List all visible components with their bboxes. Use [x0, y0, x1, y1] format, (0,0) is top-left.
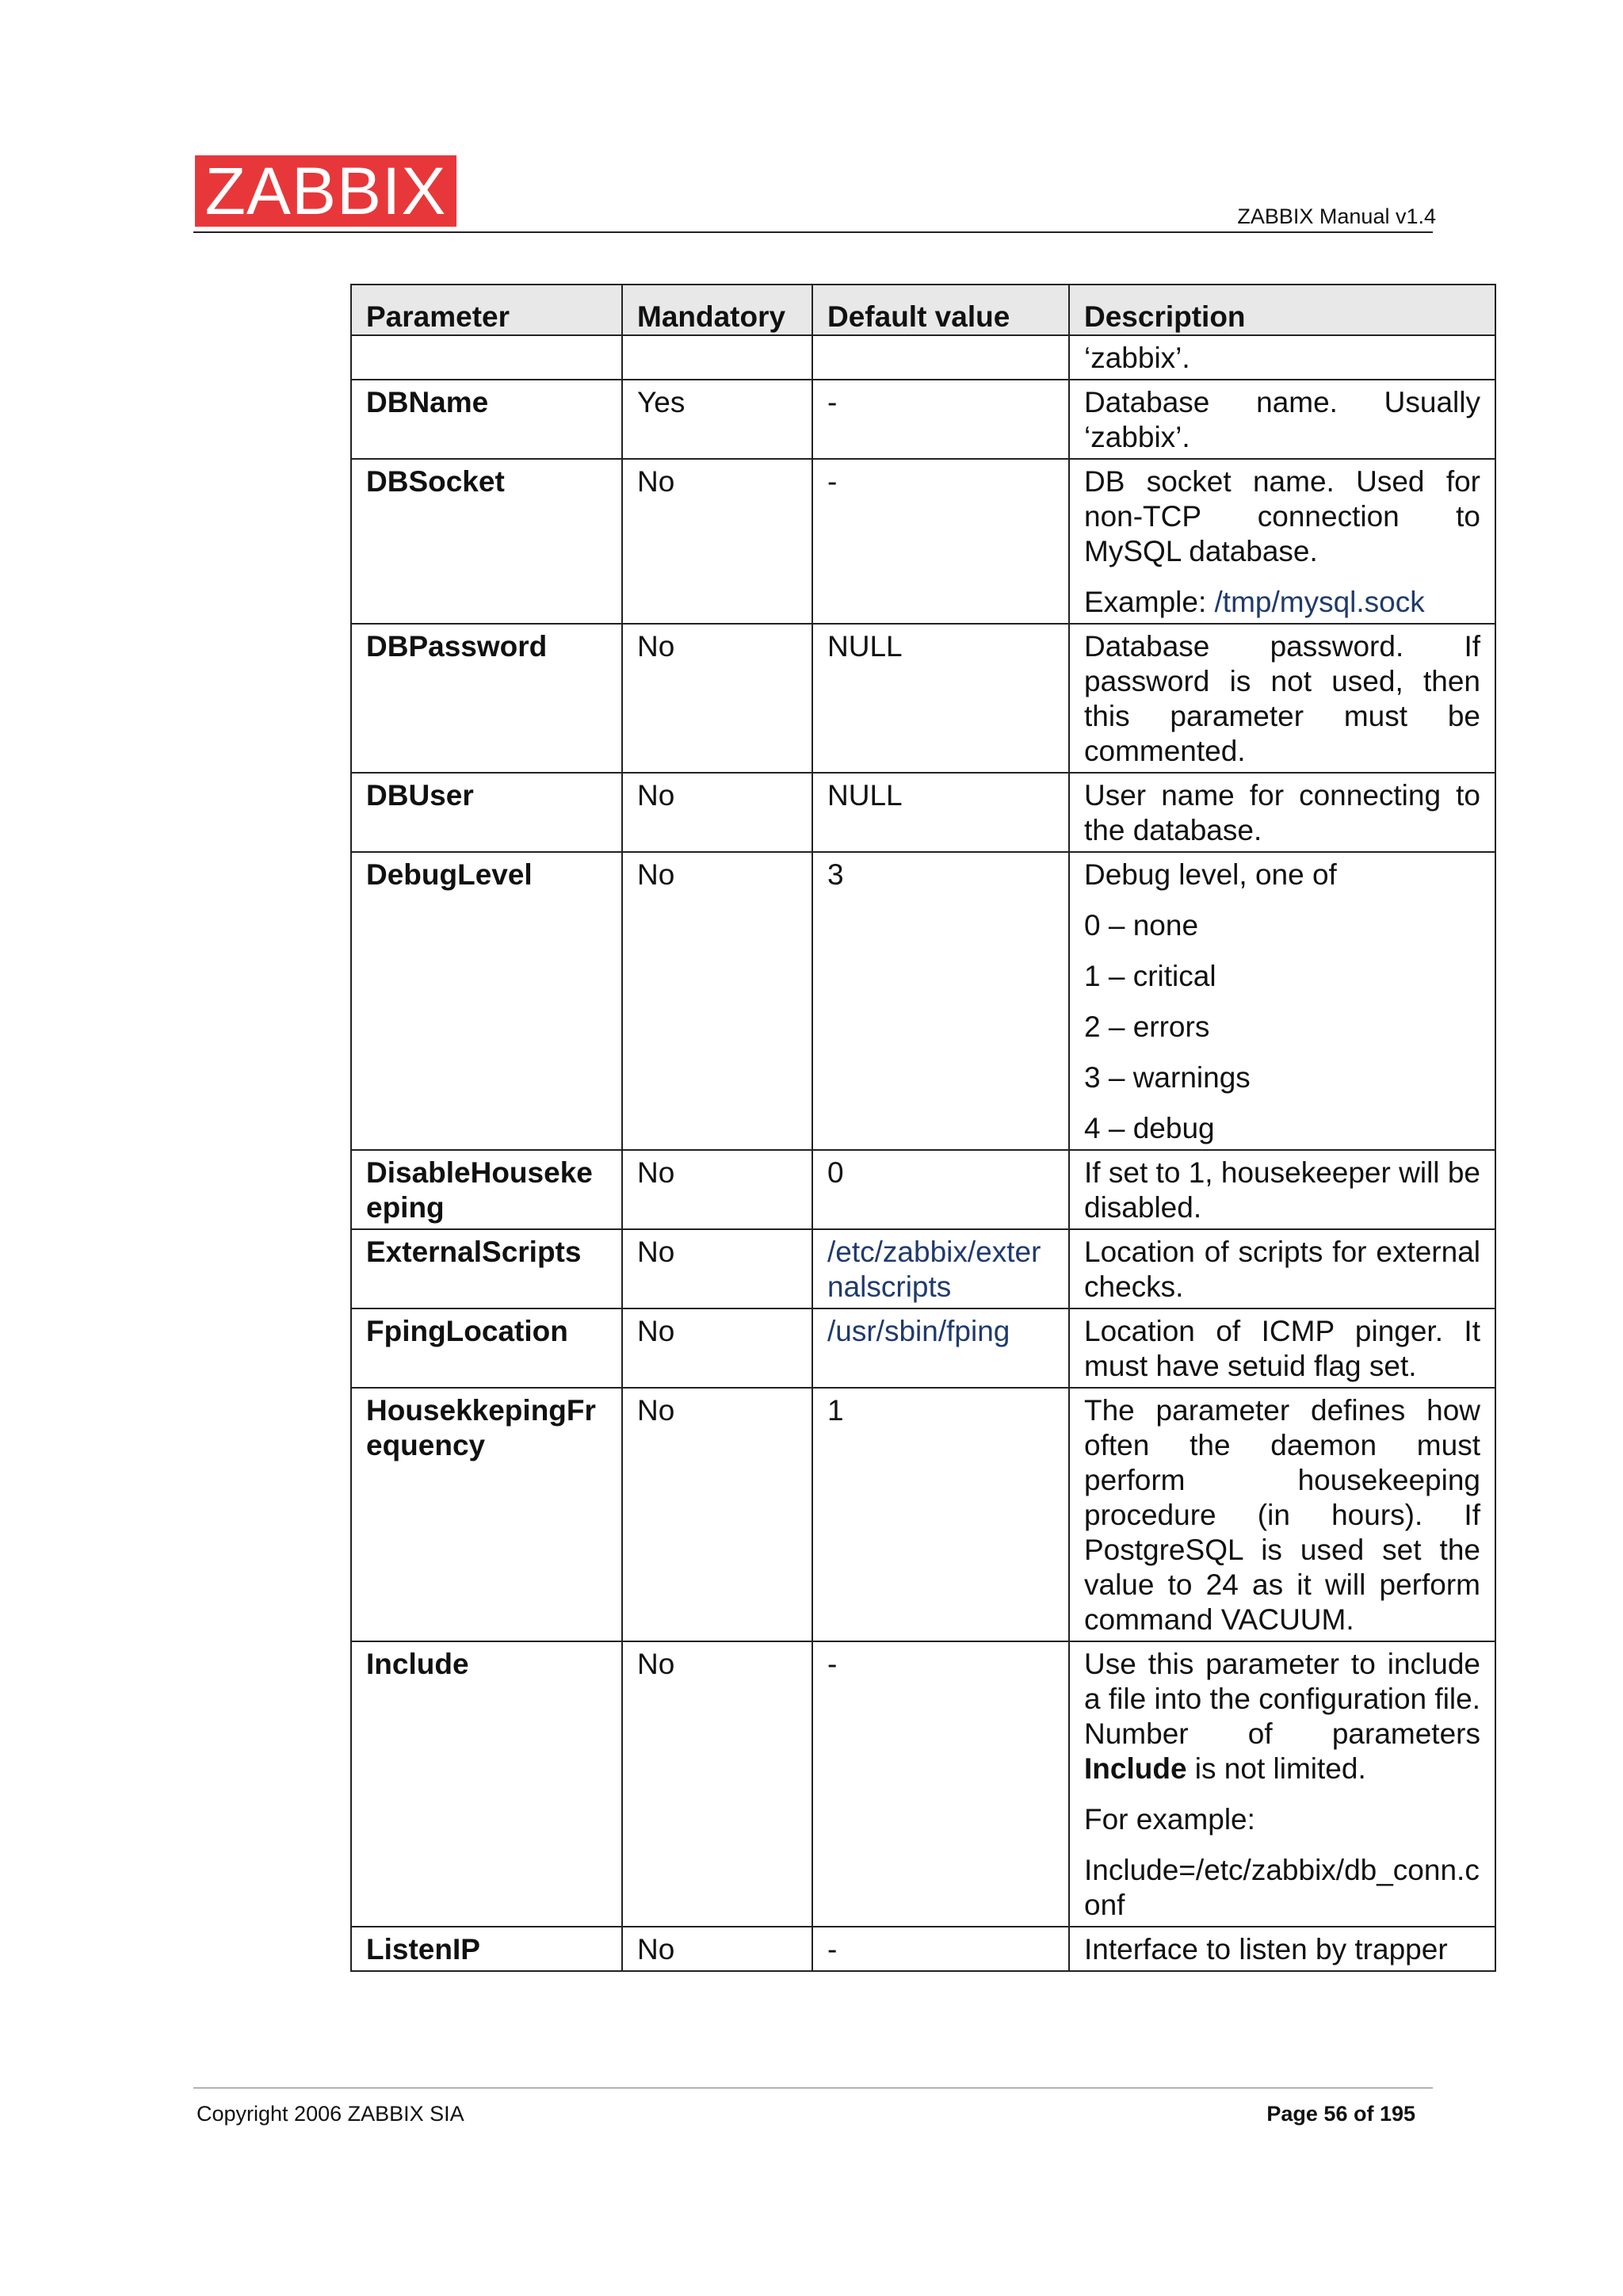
param-name: DBUser	[351, 773, 622, 852]
table-row	[351, 1388, 1495, 1641]
param-description: The parameter defines how often the daemon must perform housekeeping procedure (in hours). If PostgreSQL is used set the value to 24 as it will perform command VACUUM.	[1069, 1388, 1495, 1641]
manual-title: ZABBIX Manual v1.4	[1237, 204, 1436, 228]
param-mandatory: No	[622, 1388, 812, 1641]
example-path: /tmp/mysql.sock	[1214, 586, 1425, 618]
param-default-path: /usr/sbin/fping	[812, 1308, 1069, 1388]
column-header-description: Description	[1069, 285, 1495, 335]
param-name: ExternalScripts	[351, 1229, 622, 1308]
param-default: 1	[812, 1388, 1069, 1641]
param-mandatory: No	[622, 773, 812, 852]
param-description: Database password. If password is not used, then this parameter must be commented.	[1069, 624, 1495, 773]
parameters-table	[350, 284, 1496, 1972]
param-name: HousekkepingFrequency	[351, 1388, 622, 1641]
param-default: -	[812, 380, 1069, 459]
table-row	[351, 459, 1495, 624]
param-mandatory: No	[622, 1229, 812, 1308]
param-mandatory: Yes	[622, 380, 812, 459]
param-mandatory: No	[622, 1927, 812, 1971]
param-mandatory: No	[622, 624, 812, 773]
table-row	[351, 1641, 1495, 1927]
column-header-mandatory: Mandatory	[622, 285, 812, 335]
table-row	[351, 1150, 1495, 1229]
param-description: Location of ICMP pinger. It must have setuid flag set.	[1069, 1308, 1495, 1388]
table-row	[351, 773, 1495, 852]
table-row	[351, 1927, 1495, 1971]
continuation-text: ‘zabbix’.	[1069, 335, 1495, 380]
param-description: Interface to listen by trapper	[1069, 1927, 1495, 1971]
table-row	[351, 1229, 1495, 1308]
table-row	[351, 624, 1495, 773]
param-name: DBName	[351, 380, 622, 459]
param-default: NULL	[812, 773, 1069, 852]
param-description: User name for connecting to the database.	[1069, 773, 1495, 852]
param-name: ListenIP	[351, 1927, 622, 1971]
param-name: Include	[351, 1641, 622, 1927]
param-name: DebugLevel	[351, 852, 622, 1150]
param-default: -	[812, 1927, 1069, 1971]
table-row	[351, 380, 1495, 459]
table-header-row	[351, 285, 1495, 335]
param-description: Debug level, one of 0 – none 1 – critical 2 – errors 3 – warnings 4 – debug	[1069, 852, 1495, 1150]
column-header-parameter: Parameter	[351, 285, 622, 335]
param-mandatory: No	[622, 459, 812, 624]
param-name: DBPassword	[351, 624, 622, 773]
param-default: 3	[812, 852, 1069, 1150]
table-row	[351, 852, 1495, 1150]
param-name: DisableHousekeeping	[351, 1150, 622, 1229]
param-description: Use this parameter to include a file into the configuration file. Number of parameters Include is not limited. For example: Include=/etc/zabbix/db_conn.conf	[1069, 1641, 1495, 1927]
bold-keyword: Include	[1084, 1752, 1187, 1785]
table-row	[351, 1308, 1495, 1388]
param-mandatory: No	[622, 852, 812, 1150]
param-default: 0	[812, 1150, 1069, 1229]
param-mandatory: No	[622, 1308, 812, 1388]
param-mandatory: No	[622, 1150, 812, 1229]
header-divider	[193, 231, 1433, 233]
zabbix-logo: ZABBIX	[195, 155, 456, 227]
param-default: NULL	[812, 624, 1069, 773]
param-description: Location of scripts for external checks.	[1069, 1229, 1495, 1308]
param-default: -	[812, 459, 1069, 624]
param-default-path: /etc/zabbix/externalscripts	[812, 1229, 1069, 1308]
table-row-continuation	[351, 335, 1495, 380]
param-description: DB socket name. Used for non-TCP connection to MySQL database. Example: /tmp/mysql.sock	[1069, 459, 1495, 624]
param-name: FpingLocation	[351, 1308, 622, 1388]
column-header-default-value: Default value	[812, 285, 1069, 335]
copyright-text: Copyright 2006 ZABBIX SIA	[197, 2102, 464, 2126]
param-description: Database name. Usually ‘zabbix’.	[1069, 380, 1495, 459]
param-mandatory: No	[622, 1641, 812, 1927]
example-line: Example: /tmp/mysql.sock	[1084, 586, 1425, 618]
param-default: -	[812, 1641, 1069, 1927]
page-number: Page 56 of 195	[1266, 2102, 1415, 2126]
param-name: DBSocket	[351, 459, 622, 624]
param-description: If set to 1, housekeeper will be disabled.	[1069, 1150, 1495, 1229]
